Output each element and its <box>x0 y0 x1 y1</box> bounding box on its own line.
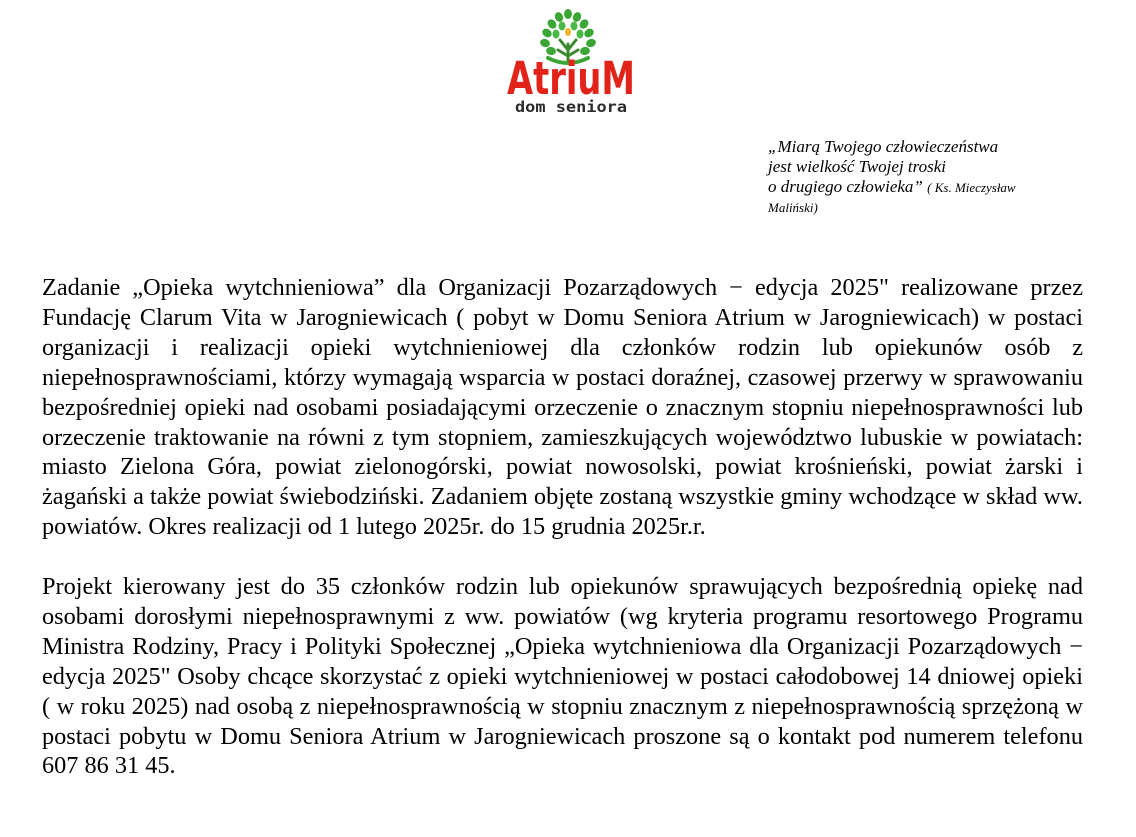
quote-line-1: „Miarą Twojego człowieczeństwa <box>768 137 999 156</box>
atrium-logo <box>504 6 638 116</box>
paragraph-task-description: Zadanie „Opieka wytchnieniowa” dla Organizacji Pozarządowych − edycja 2025" realizowane przez Fundację Clarum Vita w Jarogniewicach ( pobyt w Domu Seniora Atrium w Jarogniewicach) w postaci organizacji i realizacji opieki wytchnieniowej dla członków rodzin lub opiekunów osób z niepełnosprawnościami, którzy wymagają wsparcia w postaci doraźnej, czasowej przerwy w sprawowaniu bezpośredniej opieki nad osobami posiadającymi orzeczenie o znacznym stopniu niepełnosprawności lub orzeczenie traktowanie na równi z tym stopniem, zamieszkujących województwo lubuskie w powiatach: miasto Zielona Góra, powiat zielonogórski, powiat nowosolski, powiat krośnieński, powiat żarski i żagański a także powiat świebodziński. Zadaniem objęte zostaną wszystkie gminy wchodzące w skład ww. powiatów. Okres realizacji od 1 lutego 2025r. do 15 grudnia 2025r.r. <box>42 274 1083 541</box>
logo-tagline: dom seniora <box>515 98 627 116</box>
quote-line-3-text: o drugiego człowieka” <box>768 177 923 196</box>
announcement-body <box>42 273 1083 781</box>
quote-author: ( Ks. Mieczysław Maliński) <box>768 180 1016 215</box>
paragraph-project-contact: Projekt kierowany jest do 35 członków rodzin lub opiekunów sprawujących bezpośrednią opiekę nad osobami dorosłymi niepełnosprawnymi z ww. powiatów (wg kryteria programu resortowego Programu Ministra Rodziny, Pracy i Polityki Społecznej „Opieka wytchnieniowa dla Organizacji Pozarządowych − edycja 2025" Osoby chcące skorzystać z opieki wytchnieniowej w postaci całodobowej 14 dniowej opieki ( w roku 2025) nad osobą z niepełnosprawnością w stopniu znacznym z niepełnosprawnością sprzężoną w postaci pobytu w Domu Seniora Atrium w Jarogniewicach proszone są o kontakt pod numerem telefonu 607 86 31 45. <box>42 573 1083 780</box>
logo-brand: AtriuM <box>507 52 635 105</box>
motto-quote <box>768 137 1058 217</box>
quote-line-3 <box>768 177 1058 217</box>
quote-line-2: jest wielkość Twojej troski <box>768 157 947 176</box>
